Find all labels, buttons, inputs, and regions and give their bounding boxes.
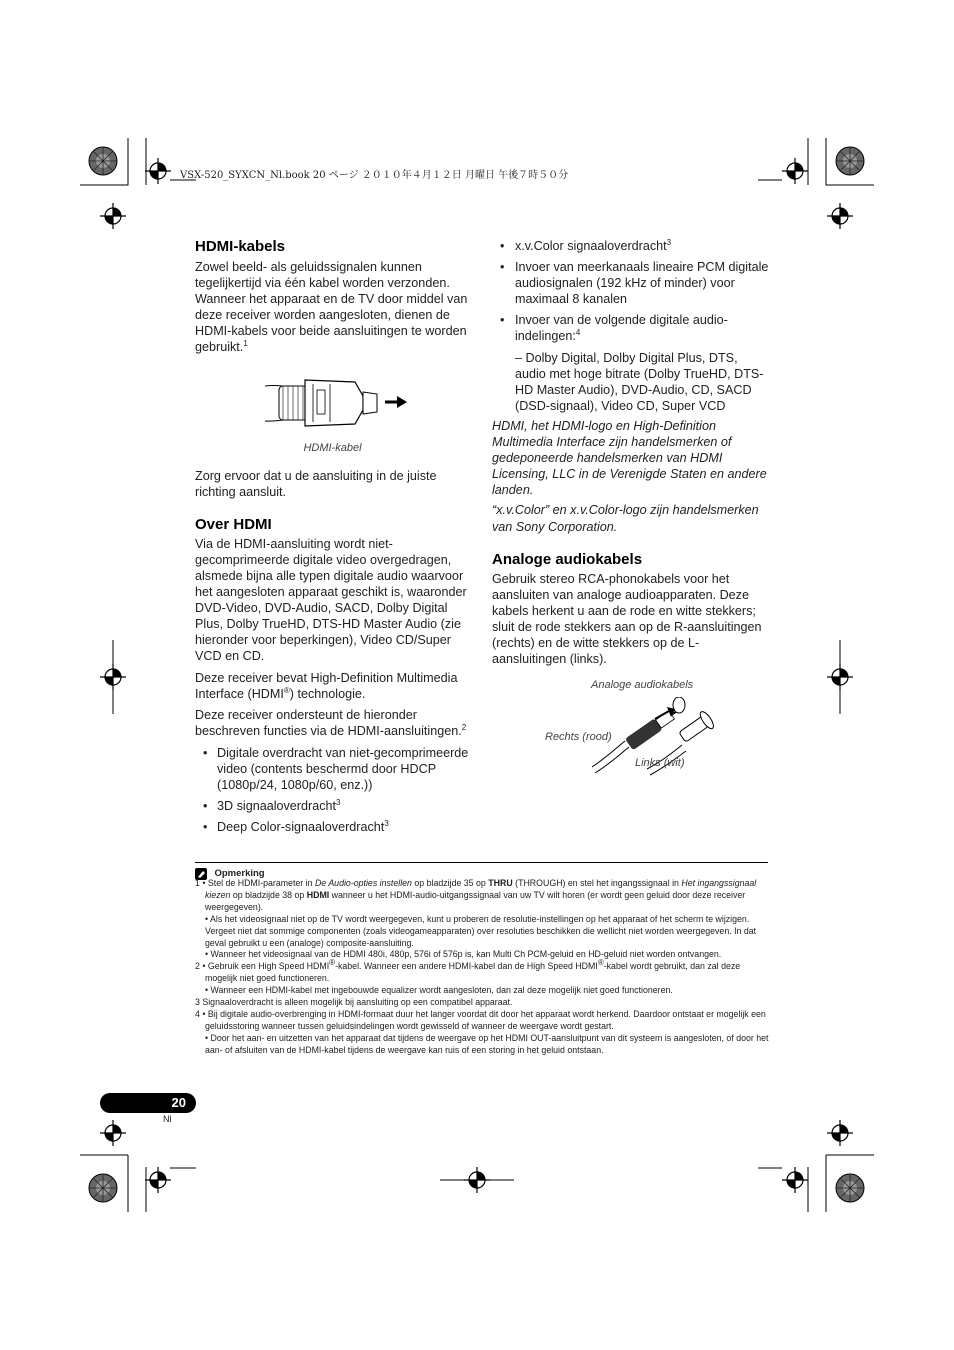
over-hdmi-paragraph-1: Via de HDMI-aansluiting wordt niet-gecomprimeerde digitale video overgedragen, alsmede bijna alle typen digitale audio waarvoor het aangesloten apparaat geschikt is, waaronder DVD-Video, DVD-Audio, SACD, Dolby Digital Plus, Dolby TrueHD, DTS-HD Master Audio (zie hieronder voor beperkingen), Video CD/Super VCD en CD. [195,536,467,664]
section-heading-over-hdmi: Over HDMI [195,515,272,533]
note-2: 2 • Gebruik een High Speed HDMI®-kabel. Wanneer een andere HDMI-kabel dan de High Speed HDMI®-kabel wordt gebruikt, dan zal deze mogelijk niet goed functioneren. [195,958,741,984]
registration-ball-icon [836,1174,864,1202]
hdmi-feature-list [195,745,470,835]
registration-ball-icon [89,147,117,175]
print-header: VSX-520_SYXCN_Nl.book 20 ページ ２０１０年４月１２日 月曜日 午後７時５０分 [180,170,569,181]
registration-ball-icon [836,147,864,175]
hdmi-kabels-intro: Zowel beeld- als geluidssignalen kunnen tegelijkertijd via één kabel worden verzonden. Wanneer het apparaat en de TV door middel van deze receiver worden aangesloten, dienen de HDMI-kabels voor beide aansluitingen te worden gebruikt.$^1$ [195,260,468,355]
list-item: • x.v.Color signaaloverdracht$^3$ [492,238,770,254]
xvcolor-trademark-notice: “x.v.Color” en x.v.Color-logo zijn handelsmerken van Sony Corporation. [492,503,759,534]
note-4-item-2: • Door het aan- en uitzetten van het apparaat dat tijdens de weergave op het HDMI OUT-aansluitpunt van dit systeem is aangesloten, of door het aan- of afsluiten van de HDMI-kabel tijdens de weergave kan ruis of een storing in het geluid ontstaan. [205,1032,769,1055]
registration-cross-icon [145,1167,171,1193]
over-hdmi-paragraph-3: Deze receiver ondersteunt de hieronder beschreven functies via de HDMI-aansluitingen.$^2$ [195,707,467,738]
page-language: Nl [163,1114,172,1124]
notes-heading: Opmerking [214,868,265,880]
rca-cable-figure [492,679,770,797]
direction-note: Zorg ervoor dat u de aansluiting in de juiste richting aansluit. [195,468,437,499]
notes-body [195,878,770,1057]
list-item: • Invoer van meerkanaals lineaire PCM digitale audiosignalen (192 kHz of minder) voor maximaal 8 kanalen [492,259,770,307]
registration-cross-icon [145,158,171,184]
registration-cross-icon [782,1167,808,1193]
notes-divider [195,862,768,863]
over-hdmi-paragraph-2: Deze receiver bevat High-Definition Multimedia Interface (HDMI®) technologie. [195,670,458,701]
registration-cross-icon [782,158,808,184]
rca-cable-caption: Analoge audiokabels [591,679,694,692]
note-3: 3 Signaaloverdracht is alleen mogelijk bij aansluiting op een compatibel apparaat. [195,997,513,1008]
note-4: 4 • Bij digitale audio-overbrenging in HDMI-formaat duur het langer voordat dit door het apparaat wordt herkend. Daardoor ontstaat er mogelijk een geluidsstoring wanneer tussen geluidsindelingen wordt gewisseld of wanneer de weergave wordt gestart. [195,1008,766,1031]
list-item: • Deep Color-signaaloverdracht$^3$ [195,819,470,835]
hdmi-feature-list-continued [492,238,770,345]
hdmi-cable-illustration [195,366,470,438]
hdmi-cable-caption: HDMI-kabel [303,441,362,454]
section-heading-analoge-audiokabels: Analoge audiokabels [492,550,643,568]
right-column [492,238,770,797]
registration-cross-icon [100,1120,126,1146]
note-1-item-3: • Wanneer het videosignaal van de HDMI 480i, 480p, 576i of 576p is, kan Multi Ch PCM-geluid en HD-geluid niet worden ontvangen. [205,949,722,960]
list-item: • Invoer van de volgende digitale audio-indelingen:$^4$ [492,312,770,344]
hdmi-trademark-notice: HDMI, het HDMI-logo en High-Definition Multimedia Interface zijn handelsmerken of gedeponeerde handelsmerken van HDMI Licensing, LLC in de Verenigde Staten en andere landen. [492,418,767,498]
registration-cross-icon [827,203,853,229]
audio-formats: – Dolby Digital, Dolby Digital Plus, DTS, audio met hoge bitrate (Dolby TrueHD, DTS-HD Master Audio), DVD-Audio, CD, SACD (DSD-signaal), Video CD, Super VCD [515,350,764,413]
analoge-audiokabels-text: Gebruik stereo RCA-phonokabels voor het aansluiten van analoge audioapparaten. Deze kabels herkent u aan de rode en witte stekkers; sluit de rode stekkers aan op de R-aansluitingen (rechts) en de witte stekkers op de L-aansluitingen (links). [492,571,762,667]
page-number-badge [100,1093,196,1113]
label-right-red: Rechts (rood) [545,731,612,744]
list-item: • Digitale overdracht van niet-gecomprimeerde video (contents beschermd door HDCP (1080p/24, 1080p/60, enz.)) [195,745,470,793]
section-heading-hdmi-kabels: HDMI-kabels [195,238,286,255]
note-1: 1 • Stel de HDMI-parameter in De Audio-opties instellen op bladzijde 35 op THRU (THROUGH) en stel het ingangssignaal in Het ingangssignaal kiezen op bladzijde 38 op HDMI wanneer u het HDMI-audio-uitgangssignaal van uw TV wilt horen (er wordt geen geluid door deze receiver weergegeven). [195,878,757,912]
left-column [195,238,470,840]
note-1-item-2: • Als het videosignaal niet op de TV wordt weergegeven, kunt u proberen de resolutie-instellingen op het apparaat of het scherm te wijzigen. Vergeet niet dat sommige componenten (zoals videogameapparaten) over resoluties beschikken die wellicht niet worden weergegeven. In dat geval gebruikt u een (analoge) composite-aansluiting. [205,913,757,948]
registration-ball-icon [89,1174,117,1202]
note-2-item-2: • Wanneer een HDMI-kabel met ingebouwde equalizer wordt aangesloten, dan zal deze mogelijk niet goed functioneren. [205,985,673,996]
registration-cross-icon [827,1120,853,1146]
registration-cross-icon [100,203,126,229]
list-item: • 3D signaaloverdracht$^3$ [195,798,470,814]
label-left-white: Links (wit) [635,757,685,770]
page-number: 20 [171,1095,186,1110]
